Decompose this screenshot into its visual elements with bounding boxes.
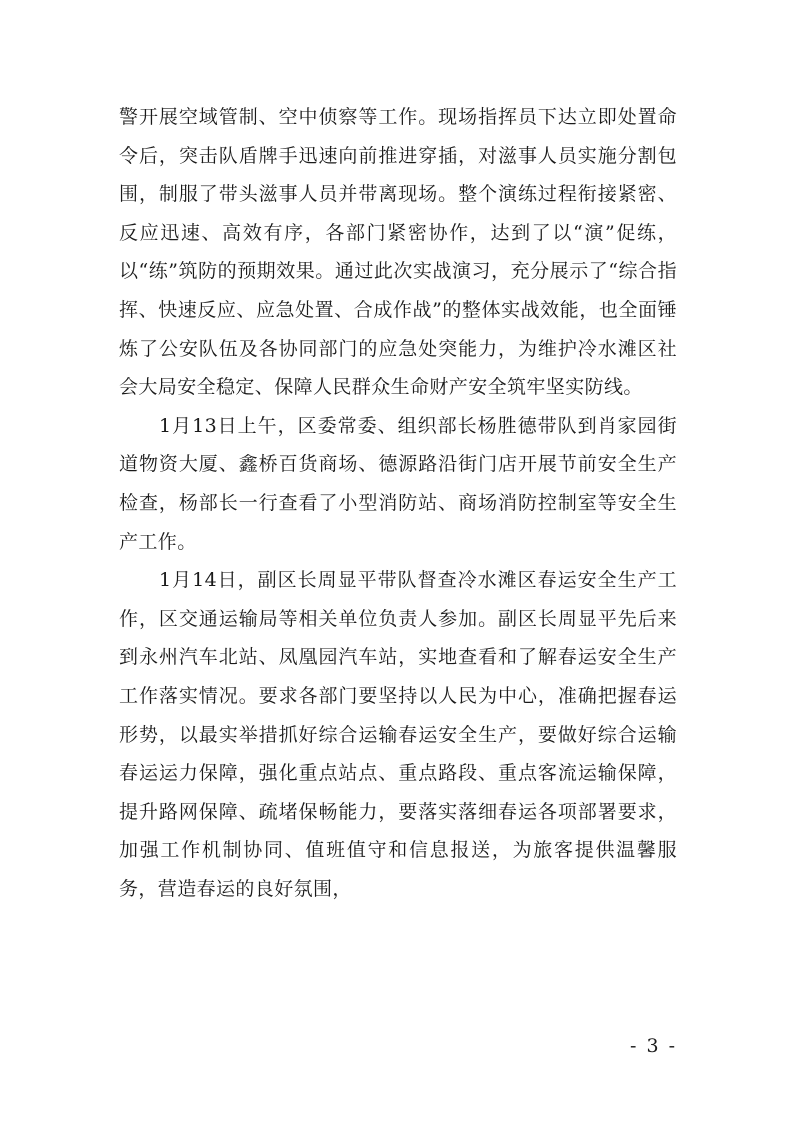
paragraph-jan13: 1月13日上午，区委常委、组织部长杨胜德带队到肖家园街道物资大厦、鑫桥百货商场、德源路沿街门店开展节前安全生产检查，杨部长一行查看了小型消防站、商场消防控制室等安全生产工作。 [119, 414, 677, 553]
body-text [119, 98, 677, 908]
paragraph-continuation: 警开展空域管制、空中侦察等工作。现场指挥员下达立即处置命令后，突击队盾牌手迅速向前推进穿插，对滋事人员实施分割包围，制服了带头滋事人员并带离现场。整个演练过程衔接紧密、反应迅速、高效有序，各部门紧密协作，达到了以“演”促练，以“练”筑防的预期效果。通过此次实战演习，充分展示了“综合指挥、快速反应、应急处置、合成作战”的整体实战效能，也全面锤炼了公安队伍及各协同部门的应急处突能力，为维护冷水滩区社会大局安全稳定、保障人民群众生命财产安全筑牢坚实防线。 [119, 106, 677, 399]
paragraph-jan14: 1月14日，副区长周显平带队督查冷水滩区春运安全生产工作，区交通运输局等相关单位负责人参加。副区长周显平先后来到永州汽车北站、凤凰园汽车站，实地查看和了解春运安全生产工作落实情况。要求各部门要坚持以人民为中心，准确把握春运形势，以最实举措抓好综合运输春运安全生产，要做好综合运输春运运力保障，强化重点站点、重点路段、重点客流运输保障，提升路网保障、疏堵保畅能力，要落实落细春运各项部署要求，加强工作机制协同、值班值守和信息报送，为旅客提供温馨服务，营造春运的良好氛围， [119, 569, 677, 900]
page-number: - 3 - [629, 1035, 677, 1057]
